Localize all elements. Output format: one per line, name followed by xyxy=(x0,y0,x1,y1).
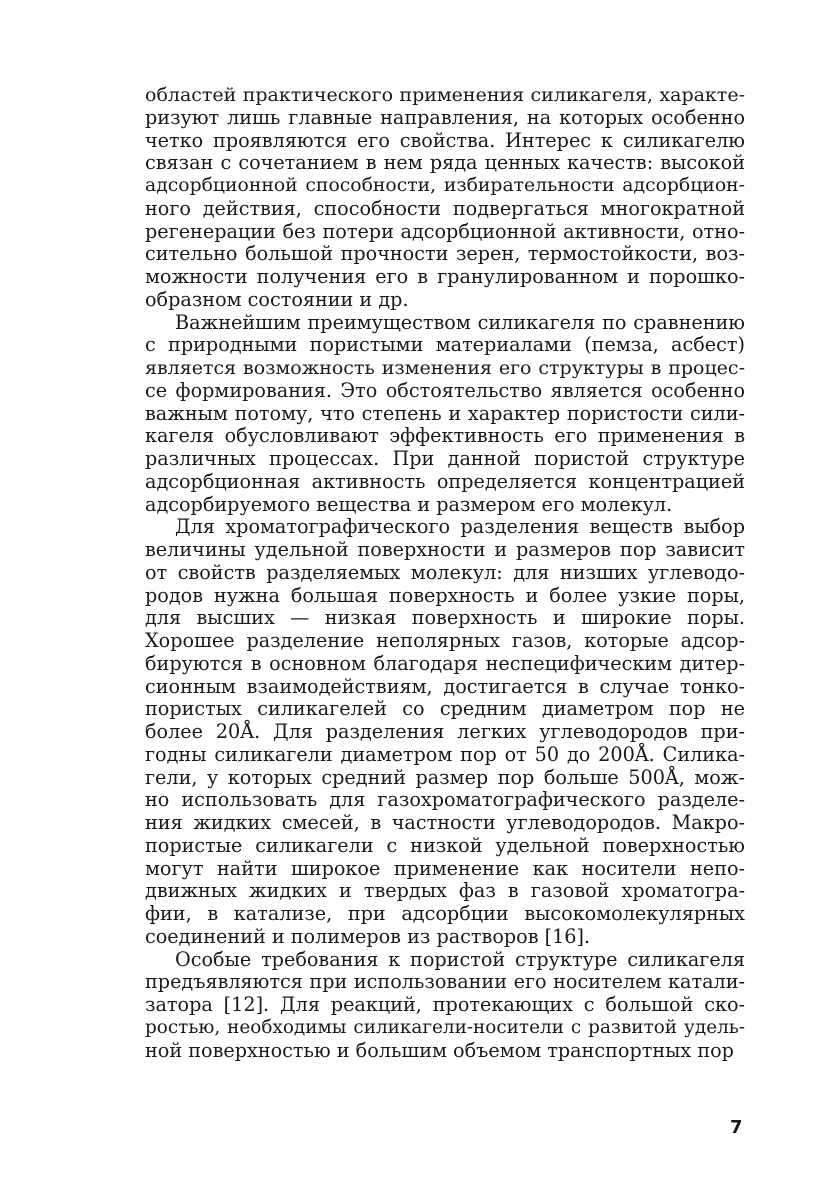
paragraph xyxy=(145,312,745,517)
paragraph xyxy=(145,516,745,948)
text-line: от свойств разделяемых молекул: для низших углеводо- xyxy=(145,560,745,584)
text-line: предъявляются при использовании его носителем катали- xyxy=(145,970,745,994)
text-line: является возможность изменения его структуры в процес- xyxy=(145,357,745,379)
text-line: пористые силикагели с низкой удельной поверхностью xyxy=(145,833,745,857)
text-line: для высших — низкая поверхность и широкие поры. xyxy=(145,606,745,630)
text-line: соединений и полимеров из растворов [16]. xyxy=(145,924,591,948)
text-line: сительно большой прочности зерен, термостойкости, воз- xyxy=(145,242,745,266)
text-line: Особые требования к пористой структуре силикагеля xyxy=(175,947,745,971)
text-line: можности получения его в гранулированном и порошко- xyxy=(145,265,745,288)
text-line: родов нужна большая поверхность и более узкие поры, xyxy=(145,583,745,607)
text-line: кагеля обусловливают эффективность его применения в xyxy=(145,424,745,448)
text-line: областей практического применения силикагеля, характе- xyxy=(145,84,745,106)
body-text xyxy=(145,84,745,1062)
text-line: адсорбируемого вещества и размером его молекул. xyxy=(145,492,673,516)
text-line: важным потому, что степень и характер пористости сили- xyxy=(145,401,745,425)
text-line: годны силикагели диаметром пор от 50 до 200Å. Силика- xyxy=(145,742,745,766)
text-line: регенерации без потери адсорбционной активности, отно- xyxy=(145,219,745,243)
text-line: затора [12]. Для реакций, протекающих с большой ско- xyxy=(145,993,745,1016)
text-line: четко проявляются его свойства. Интерес к силикагелю xyxy=(145,128,745,152)
text-line: движных жидких и твердых фаз в газовой хроматогра- xyxy=(145,879,745,903)
text-line: адсорбционной способности, избирательности адсорбцион- xyxy=(145,175,745,196)
text-line: Для хроматографического разделения веществ выбор xyxy=(175,515,745,539)
text-line: ростью, необходимы силикагели-носители с развитой удель- xyxy=(145,1016,745,1038)
page-number: 7 xyxy=(730,1117,743,1138)
text-line: ного действия, способности подвергаться многократной xyxy=(145,196,745,220)
text-line: величины удельной поверхности и размеров пор зависит xyxy=(145,538,745,561)
text-line: пористых силикагелей со средним диаметром пор не xyxy=(145,697,745,721)
text-line: ния жидких смесей, в частности углеводородов. Макро- xyxy=(145,811,745,834)
text-line: се формирования. Это обстоятельство является особенно xyxy=(145,378,745,402)
text-line: сионным взаимодействиям, достигается в случае тонко- xyxy=(145,674,745,698)
text-line: образном состоянии и др. xyxy=(145,287,409,311)
text-line: ной поверхностью и большим объемом транспортных пор xyxy=(145,1038,734,1062)
text-line: бируются в основном благодаря неспецифическим дитер- xyxy=(145,651,745,675)
text-line: адсорбционная активность определяется концентрацией xyxy=(145,469,745,493)
text-line: Хорошее разделение неполярных газов, которые адсор- xyxy=(145,629,745,652)
paragraph xyxy=(145,949,745,1063)
text-line: ризуют лишь главные направления, на которых особенно xyxy=(145,105,745,129)
text-line: связан с сочетанием в нем ряда ценных качеств: высокой xyxy=(145,151,745,175)
text-line: фии, в катализе, при адсорбции высокомолекулярных xyxy=(145,902,745,925)
text-line: более 20Å. Для разделения легких углеводородов при- xyxy=(145,720,745,743)
text-line: гели, у которых средний размер пор больше 500Å, мож- xyxy=(145,765,745,789)
text-line: Важнейшим преимуществом силикагеля по сравнению xyxy=(175,310,745,334)
text-line: могут найти широкое применение как носители непо- xyxy=(145,856,745,880)
text-line: но использовать для газохроматографического разделе- xyxy=(145,788,745,812)
text-line: с природными пористыми материалами (пемза, асбест) xyxy=(145,333,745,357)
paragraph xyxy=(145,84,745,312)
text-line: различных процессах. При данной пористой структуре xyxy=(145,447,745,470)
